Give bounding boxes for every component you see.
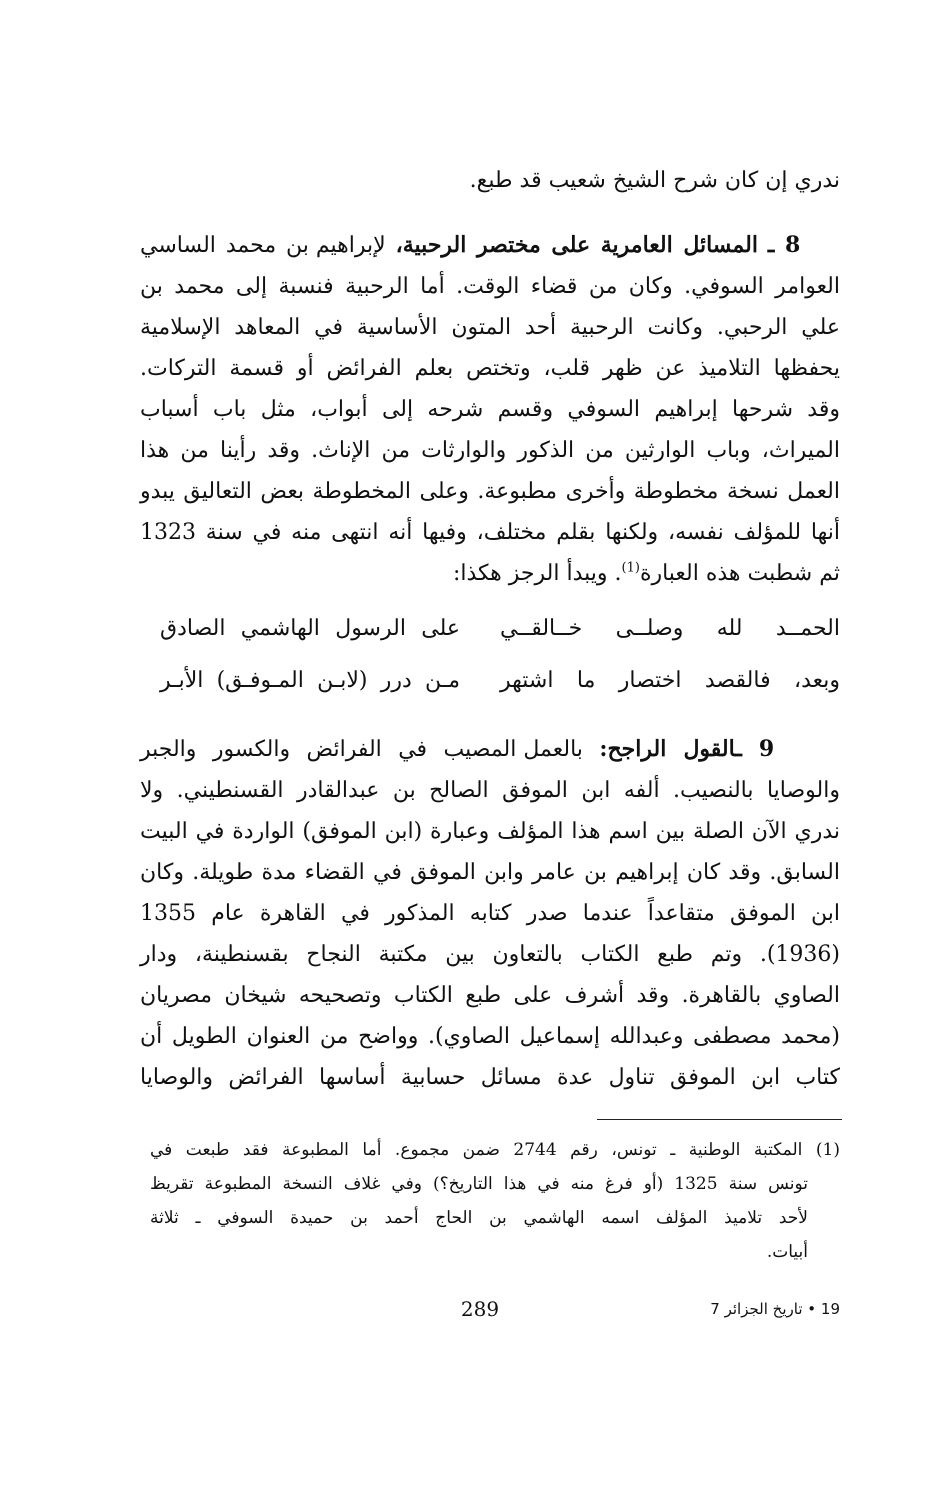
text-line [140, 729, 840, 770]
text-line: يحفظها التلاميذ عن ظهر قلب، وتختص بعلم الفرائض أو قسمة التركات. [140, 356, 840, 381]
text-fragment: بالعمل المصيب في الفرائض والكسور والجبر [140, 737, 583, 762]
text-line: (محمد مصطفى وعبدالله إسماعيل الصاوي). وواضح من العنوان الطويل أن [140, 1024, 840, 1049]
footnote-line: (1) المكتبة الوطنية ـ تونس، رقم 2744 ضمن مجموع. أما المطبوعة فقد طبعت في [150, 1140, 840, 1160]
text-line: ابن الموفق متقاعداً عندما صدر كتابه المذكور في القاهرة عام 1355 [140, 901, 840, 926]
poem-hemistich-second: على الرسول الهاشمي الصادق [160, 616, 460, 641]
poem-hemistich-second: مـن درر (لابـن المـوفـق) الأبـر [160, 668, 460, 693]
page-number: 289 [460, 1297, 500, 1321]
section-title: المسائل العامرية على مختصر الرحبية، [395, 232, 758, 258]
section-number: 9 ـ [735, 736, 775, 762]
text-fragment: ثم شطبت هذه العبارة [639, 561, 840, 586]
poem-block [140, 616, 840, 720]
footnote-line: تونس سنة 1325 (أو فرغ منه في هذا التاريخ؟) وفي غلاف النسخة المطبوعة تقريظ [150, 1174, 808, 1194]
poem-verse [140, 668, 840, 720]
text-line: علي الرحبي. وكانت الرحبية أحد المتون الأساسية في المعاهد الإسلامية [140, 315, 840, 340]
section-title: القول الراجح: [599, 736, 736, 762]
section-number: 8 ـ [767, 232, 801, 258]
section-9-paragraph [140, 729, 840, 1098]
section-8-paragraph [140, 225, 840, 594]
signature-mark: 19 • تاريخ الجزائر 7 [710, 1300, 840, 1318]
text-line: السابق. وقد كان إبراهيم بن عامر وابن الموفق في القضاء مدة طويلة. وكان [140, 860, 840, 885]
poem-verse [140, 616, 840, 668]
text-line [140, 553, 840, 594]
footnote-reference: (1) [621, 560, 640, 576]
text-line: الصاوي بالقاهرة. وقد أشرف على طبع الكتاب وتصحيحه شيخان مصريان [140, 983, 840, 1008]
footnote-line: لأحد تلاميذ المؤلف اسمه الهاشمي بن الحاج أحمد بن حميدة السوفي ـ ثلاثة [150, 1208, 808, 1228]
footnote-line: أبيات. [766, 1242, 808, 1262]
text-line [140, 225, 840, 266]
text-line: العوامر السوفي. وكان من قضاء الوقت. أما الرحبية فنسبة إلى محمد بن [140, 274, 840, 299]
text-fragment: لإبراهيم بن محمد الساسي [140, 233, 386, 258]
text-line: والوصايا بالنصيب. ألفه ابن الموفق الصالح بن عبدالقادر القسنطيني. ولا [140, 778, 840, 803]
footnote-divider [597, 1119, 842, 1120]
text-line: كتاب ابن الموفق تناول عدة مسائل حسابية أساسها الفرائض والوصايا [140, 1065, 840, 1090]
text-fragment: . ويبدأ الرجز هكذا: [452, 561, 622, 586]
footnote [150, 1133, 840, 1269]
text-line: ندري إن كان شرح الشيخ شعيب قد طبع. [469, 168, 840, 193]
intro-paragraph [140, 160, 840, 201]
text-line: العمل نسخة مخطوطة وأخرى مطبوعة. وعلى المخطوطة بعض التعاليق يبدو [140, 479, 840, 504]
text-line: (1936). وتم طبع الكتاب بالتعاون بين مكتبة النجاح بقسنطينة، ودار [140, 942, 840, 967]
text-line: وقد شرحها إبراهيم السوفي وقسم شرحه إلى أبواب، مثل باب أسباب [140, 397, 840, 422]
poem-hemistich-first: الحمــد لله وصلــى خــالقــي [500, 616, 840, 641]
text-line: الميراث، وباب الوارثين من الذكور والوارثات من الإناث. وقد رأينا من هذا [140, 438, 840, 463]
poem-hemistich-first: وبعد، فالقصد اختصار ما اشتهر [500, 668, 840, 693]
text-line: أنها للمؤلف نفسه، ولكنها بقلم مختلف، وفيها أنه انتهى منه في سنة 1323 [140, 520, 840, 545]
text-line: ندري الآن الصلة بين اسم هذا المؤلف وعبارة (ابن الموفق) الواردة في البيت [140, 819, 840, 844]
